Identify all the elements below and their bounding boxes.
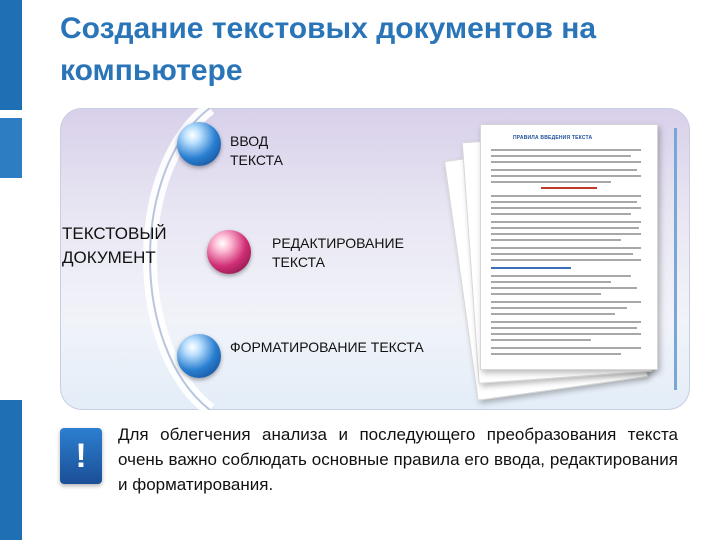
step-label-edit: РЕДАКТИРОВАНИЕ ТЕКСТА: [272, 235, 404, 270]
left-accent-bar-bottom: [0, 400, 22, 540]
exclamation-icon: [60, 428, 102, 484]
center-label: ТЕКСТОВЫЙ ДОКУМЕНТ: [62, 224, 167, 267]
document-heading: ПРАВИЛА ВВЕДЕНИЯ ТЕКСТА: [513, 135, 593, 141]
exclamation-symbol: !: [75, 437, 87, 475]
document-front-page: [480, 124, 658, 370]
note-text: Для облегчения анализа и последующего преобразования текста очень важно соблюдать основные правила его ввода, редактирования и форматирования.: [118, 425, 678, 494]
slide-title: Создание текстовых документов на компьютере: [60, 12, 597, 87]
step-label-input: ВВОД ТЕКСТА: [230, 133, 283, 168]
left-accent-bar-mid: [0, 118, 22, 178]
edit-step-orb: [207, 230, 251, 274]
left-accent-bar-top: [0, 0, 22, 110]
input-step-orb: [177, 122, 221, 166]
format-step-orb: [177, 334, 221, 378]
step-label-format: ФОРМАТИРОВАНИЕ ТЕКСТА: [230, 339, 424, 355]
diagram-panel: [60, 108, 690, 410]
